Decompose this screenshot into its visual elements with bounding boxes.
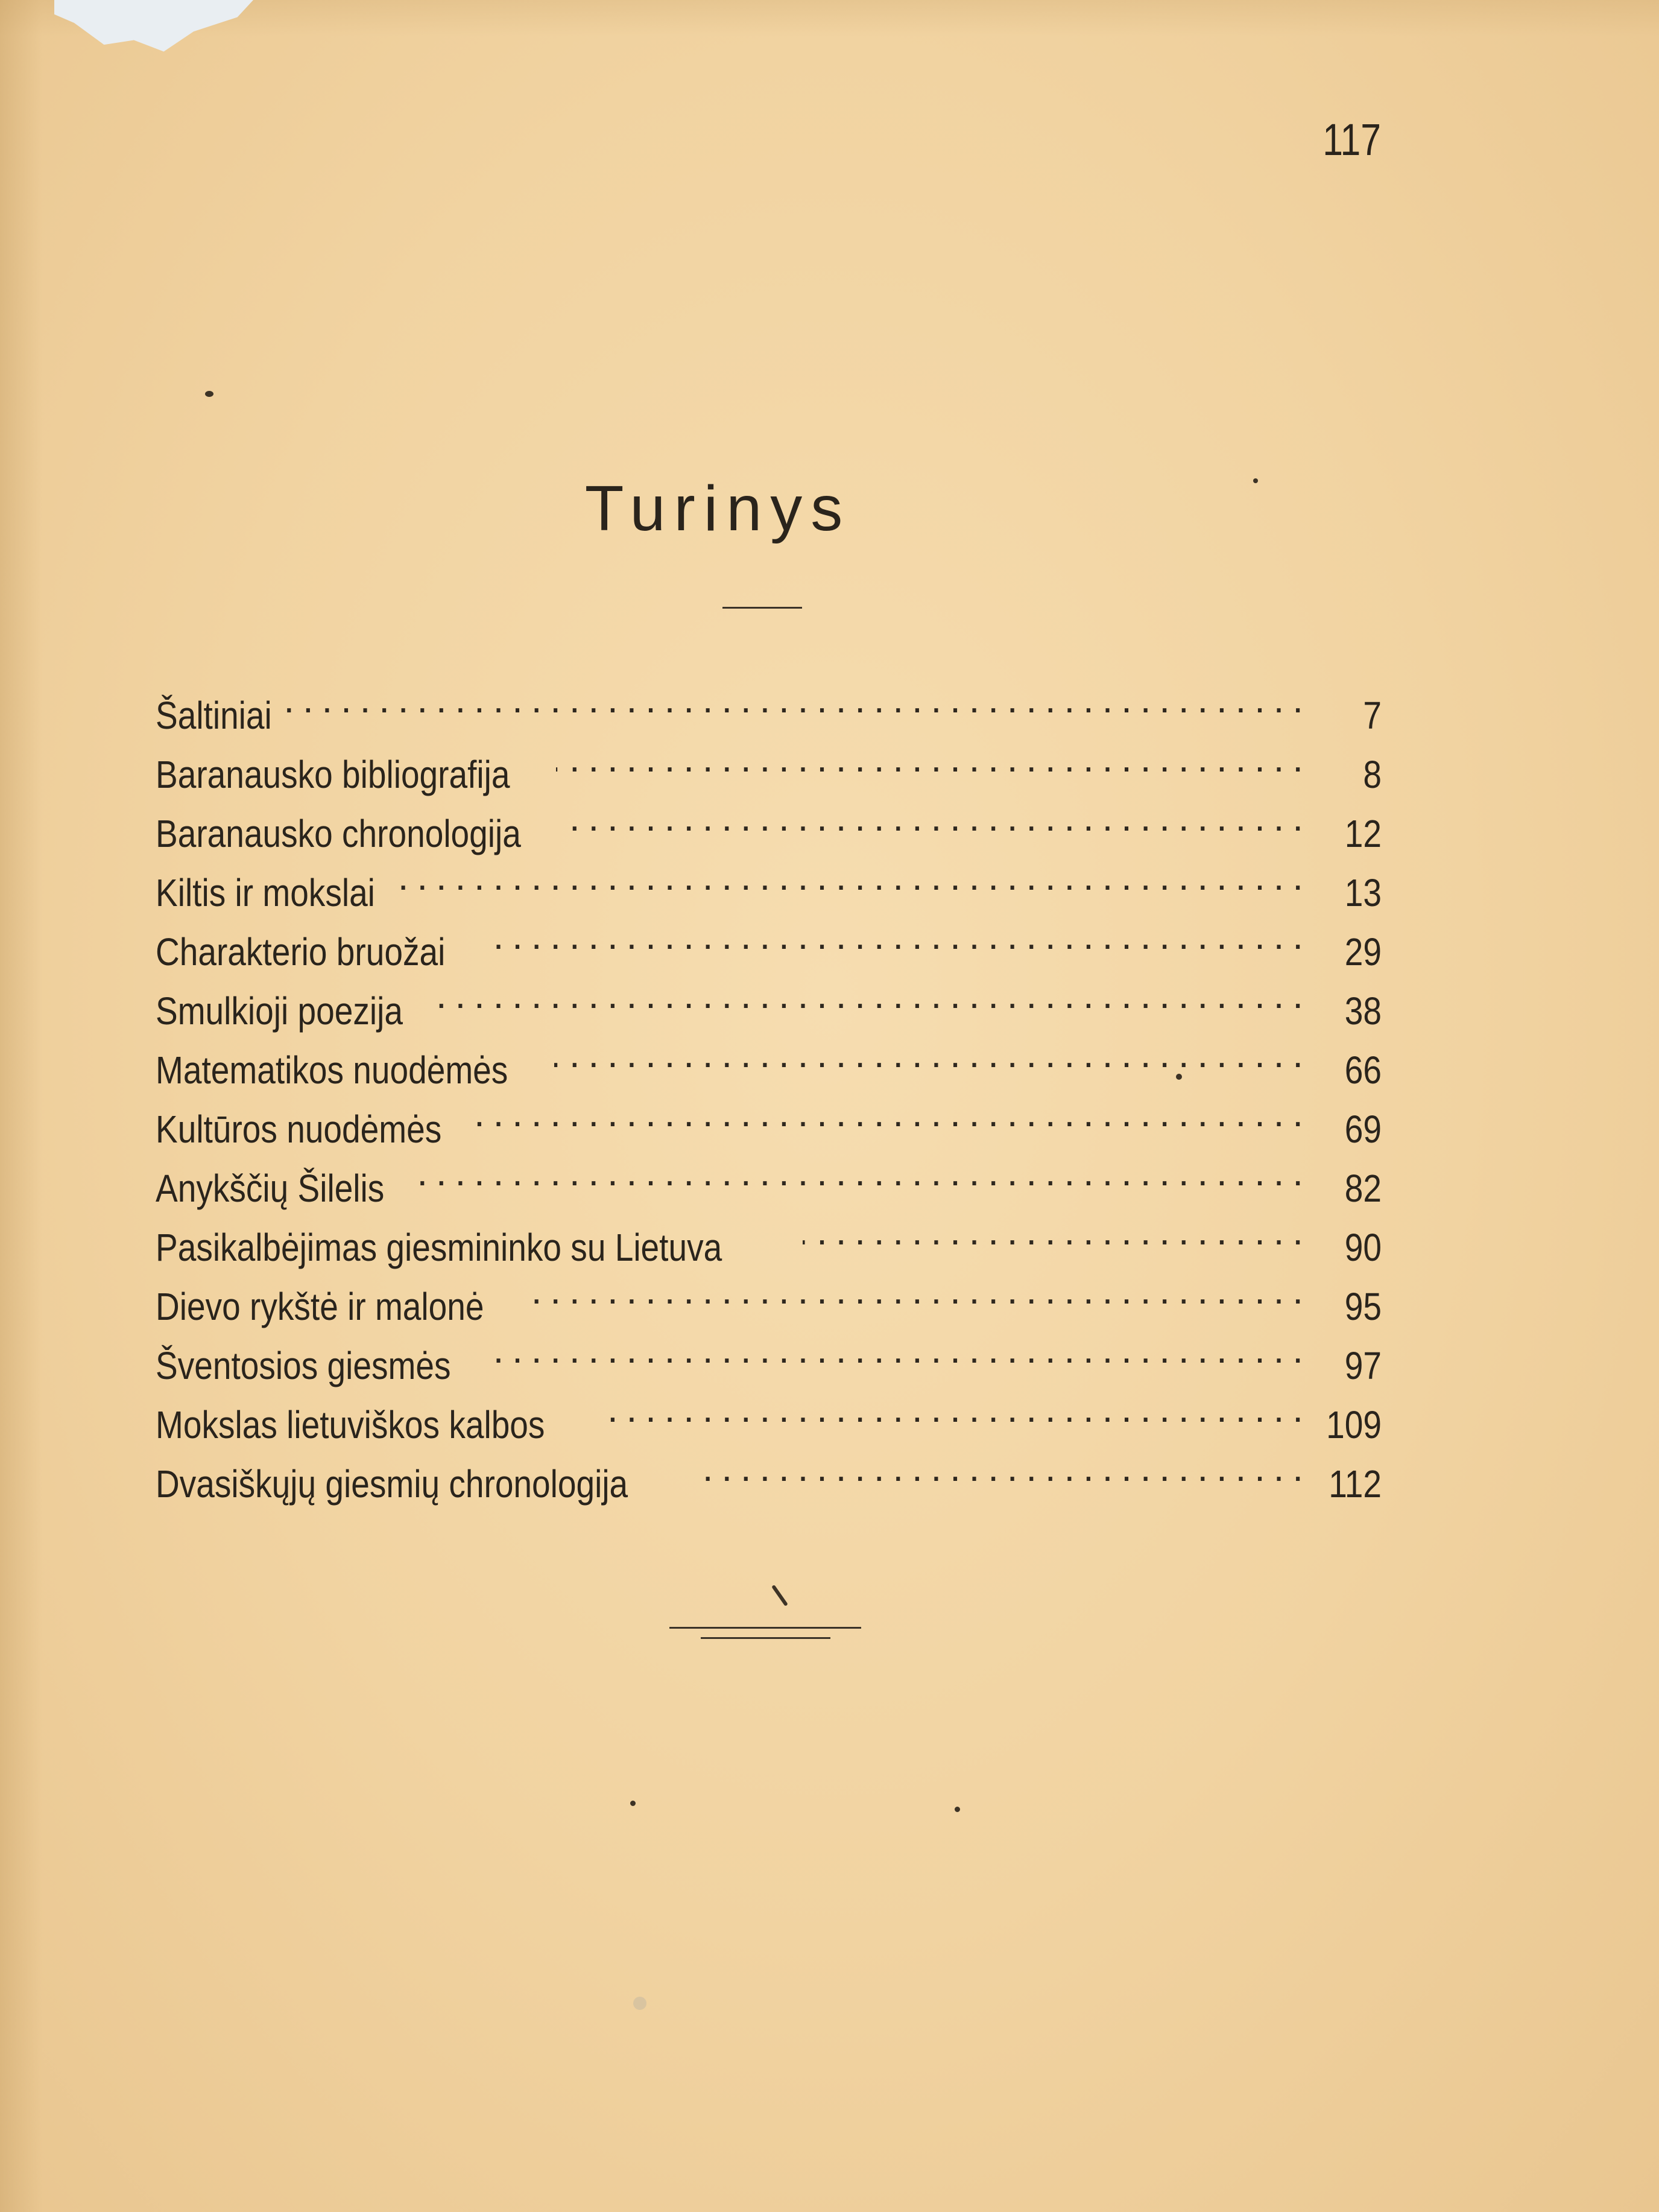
- ink-speck: [630, 1801, 636, 1806]
- toc-entry-title: Kultūros nuodėmės: [156, 1108, 442, 1151]
- toc-leader-dots: [400, 847, 1303, 906]
- toc-entry-page: 66: [1344, 1048, 1382, 1092]
- ink-speck: [955, 1807, 960, 1812]
- toc-leader-dots: [432, 965, 1302, 1024]
- toc-entry-title: Dievo rykštė ir malonė: [156, 1285, 484, 1328]
- toc-entry-page: 82: [1344, 1167, 1382, 1210]
- toc-entry-title: Šaltiniai: [156, 694, 272, 737]
- table-of-contents: [156, 670, 1382, 1506]
- page-top-shadow: [0, 0, 1659, 36]
- toc-leader-dots: [556, 729, 1302, 788]
- toc-entry-page: 112: [1329, 1462, 1382, 1506]
- end-ornament-rule-lower: [701, 1637, 830, 1639]
- toc-entry-page: 13: [1344, 871, 1382, 914]
- toc-leader-dots: [803, 1202, 1302, 1261]
- ink-speck: [771, 1585, 788, 1606]
- toc-leader-dots: [597, 1379, 1302, 1438]
- toc-entry-title: Smulkioji poezija: [156, 989, 403, 1033]
- toc-leader-dots: [488, 1320, 1303, 1379]
- ink-speck: [633, 1997, 646, 2010]
- toc-leader-dots: [694, 1438, 1302, 1497]
- toc-entry-title: Pasikalbėjimas giesmininko su Lietuva: [156, 1226, 722, 1269]
- toc-entry-page: 95: [1344, 1285, 1382, 1328]
- toc-leader-dots: [554, 1024, 1302, 1083]
- toc-entry-page: 7: [1363, 694, 1382, 737]
- toc-entry: [156, 729, 1382, 796]
- ink-speck: [1253, 478, 1258, 483]
- toc-entry-page: 29: [1344, 930, 1382, 974]
- toc-entry-title: Matematikos nuodėmės: [156, 1048, 508, 1092]
- toc-leader-dots: [569, 788, 1302, 847]
- end-ornament-rule-upper: [669, 1627, 861, 1629]
- toc-entry-page: 38: [1344, 989, 1382, 1033]
- toc-entry-page: 12: [1344, 812, 1382, 855]
- toc-leader-dots: [279, 670, 1302, 729]
- title-divider: [722, 607, 802, 609]
- toc-entry-title: Kiltis ir mokslai: [156, 871, 375, 914]
- toc-entry-title: Baranausko bibliografija: [156, 753, 510, 796]
- ink-speck: [205, 391, 213, 397]
- title-text: Turinys: [584, 473, 852, 544]
- toc-entry-page: 97: [1344, 1344, 1382, 1387]
- ink-speck: [1176, 1074, 1182, 1080]
- toc-entry-page: 109: [1326, 1403, 1382, 1447]
- page-number: 117: [1322, 115, 1381, 165]
- toc-entry-title: Anykščių Šilelis: [156, 1167, 385, 1210]
- toc-entry-title: Mokslas lietuviškos kalbos: [156, 1403, 545, 1447]
- toc-leader-dots: [526, 1261, 1302, 1320]
- toc-entry-page: 8: [1363, 753, 1382, 796]
- toc-entry: [156, 670, 1382, 737]
- page-title: [0, 473, 1659, 544]
- toc-entry-page: 69: [1344, 1108, 1382, 1151]
- toc-leader-dots: [410, 1142, 1302, 1202]
- toc-entry-title: Šventosios giesmės: [156, 1344, 451, 1387]
- toc-leader-dots: [477, 1083, 1302, 1142]
- toc-entry-title: Dvasiškųjų giesmių chronologija: [156, 1462, 628, 1506]
- toc-leader-dots: [481, 906, 1302, 965]
- toc-entry-page: 90: [1344, 1226, 1382, 1269]
- toc-entry-title: Charakterio bruožai: [156, 930, 446, 974]
- page-edge-shadow: [0, 0, 42, 2212]
- toc-entry-title: Baranausko chronologija: [156, 812, 521, 855]
